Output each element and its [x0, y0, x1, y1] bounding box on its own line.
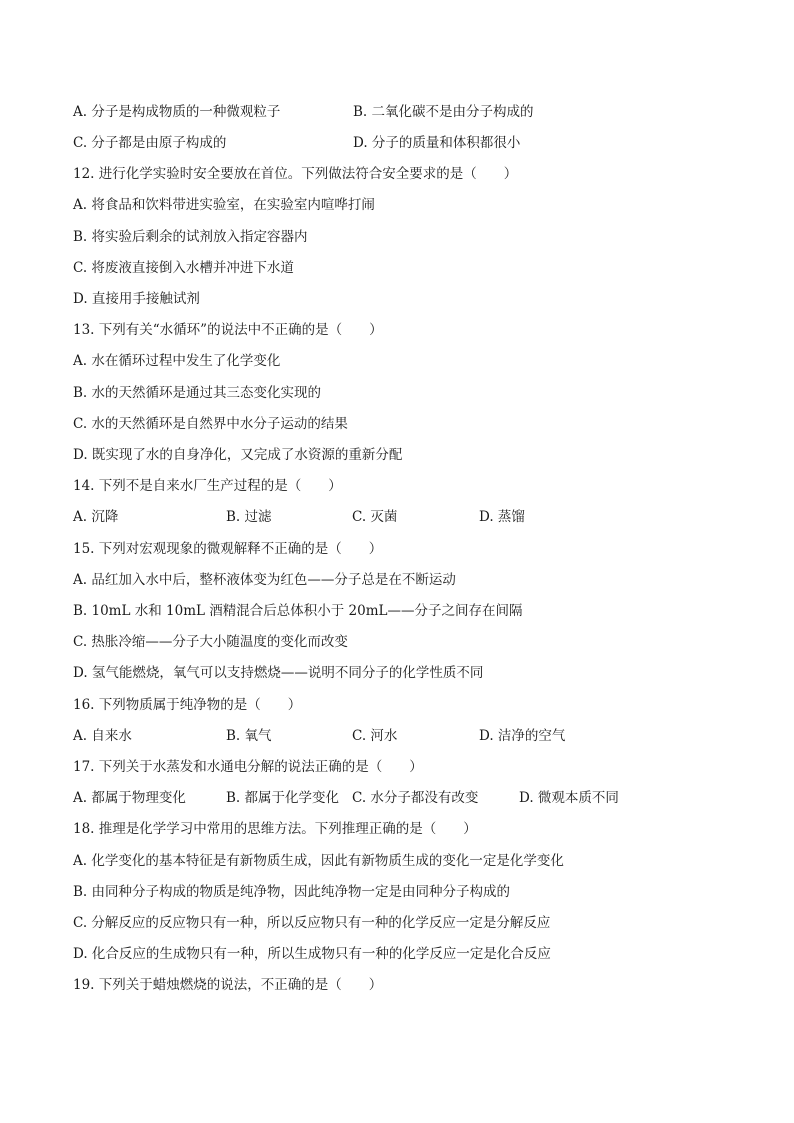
option-d: D. 既实现了水的自身净化，又完成了水资源的重新分配	[73, 447, 403, 463]
option-b: B. 过滤	[226, 509, 272, 525]
option-c: C. 热胀冷缩——分子大小随温度的变化而改变	[73, 634, 348, 650]
question-19: 19. 下列关于蜡烛燃烧的说法，不正确的是（ ）	[73, 977, 383, 993]
option-d: D. 直接用手接触试剂	[73, 291, 200, 307]
option-a: A. 水在循环过程中发生了化学变化	[73, 353, 281, 369]
option-b: B. 二氧化碳不是由分子构成的	[353, 104, 534, 120]
option-a: A. 分子是构成物质的一种微观粒子	[73, 104, 281, 120]
option-d: D. 化合反应的生成物只有一种，所以生成物只有一种的化学反应一定是化合反应	[73, 946, 551, 962]
option-c: C. 水的天然循环是自然界中水分子运动的结果	[73, 416, 348, 432]
option-c: C. 分解反应的反应物只有一种，所以反应物只有一种的化学反应一定是分解反应	[73, 915, 551, 931]
option-a: A. 将食品和饮料带进实验室，在实验室内喧哗打闹	[73, 197, 375, 213]
question-14: 14. 下列不是自来水厂生产过程的是（ ）	[73, 478, 342, 494]
option-c: C. 水分子都没有改变	[352, 790, 479, 806]
option-b: B. 都属于化学变化	[226, 790, 340, 806]
option-a: A. 都属于物理变化	[73, 790, 186, 806]
option-b: B. 将实验后剩余的试剂放入指定容器内	[73, 229, 308, 245]
option-d: D. 洁净的空气	[479, 728, 566, 744]
option-b: B. 10mL 水和 10mL 酒精混合后总体积小于 20mL——分子之间存在间隔	[73, 603, 523, 619]
option-c: C. 灭菌	[352, 509, 398, 525]
question-13: 13. 下列有关“水循环”的说法中不正确的是（ ）	[73, 322, 383, 338]
option-d: D. 微观本质不同	[519, 790, 619, 806]
option-d: D. 分子的质量和体积都很小	[353, 135, 521, 151]
option-d: D. 氢气能燃烧，氧气可以支持燃烧——说明不同分子的化学性质不同	[73, 665, 484, 681]
option-b: B. 水的天然循环是通过其三态变化实现的	[73, 385, 322, 401]
option-a: A. 沉降	[73, 509, 119, 525]
option-a: A. 自来水	[73, 728, 132, 744]
option-c: C. 分子都是由原子构成的	[73, 135, 227, 151]
option-d: D. 蒸馏	[479, 509, 525, 525]
question-12: 12. 进行化学实验时安全要放在首位。下列做法符合安全要求的是（ ）	[73, 166, 518, 182]
option-c: C. 将废液直接倒入水槽并冲进下水道	[73, 260, 294, 276]
question-15: 15. 下列对宏观现象的微观解释不正确的是（ ）	[73, 541, 383, 557]
option-b: B. 由同种分子构成的物质是纯净物，因此纯净物一定是由同种分子构成的	[73, 884, 511, 900]
option-a: A. 品红加入水中后，整杯液体变为红色——分子总是在不断运动	[73, 572, 456, 588]
question-18: 18. 推理是化学学习中常用的思维方法。下列推理正确的是（ ）	[73, 821, 477, 837]
question-17: 17. 下列关于水蒸发和水通电分解的说法正确的是（ ）	[73, 759, 423, 775]
option-c: C. 河水	[352, 728, 398, 744]
option-a: A. 化学变化的基本特征是有新物质生成，因此有新物质生成的变化一定是化学变化	[73, 853, 564, 869]
question-16: 16. 下列物质属于纯净物的是（ ）	[73, 697, 302, 713]
option-b: B. 氧气	[226, 728, 272, 744]
